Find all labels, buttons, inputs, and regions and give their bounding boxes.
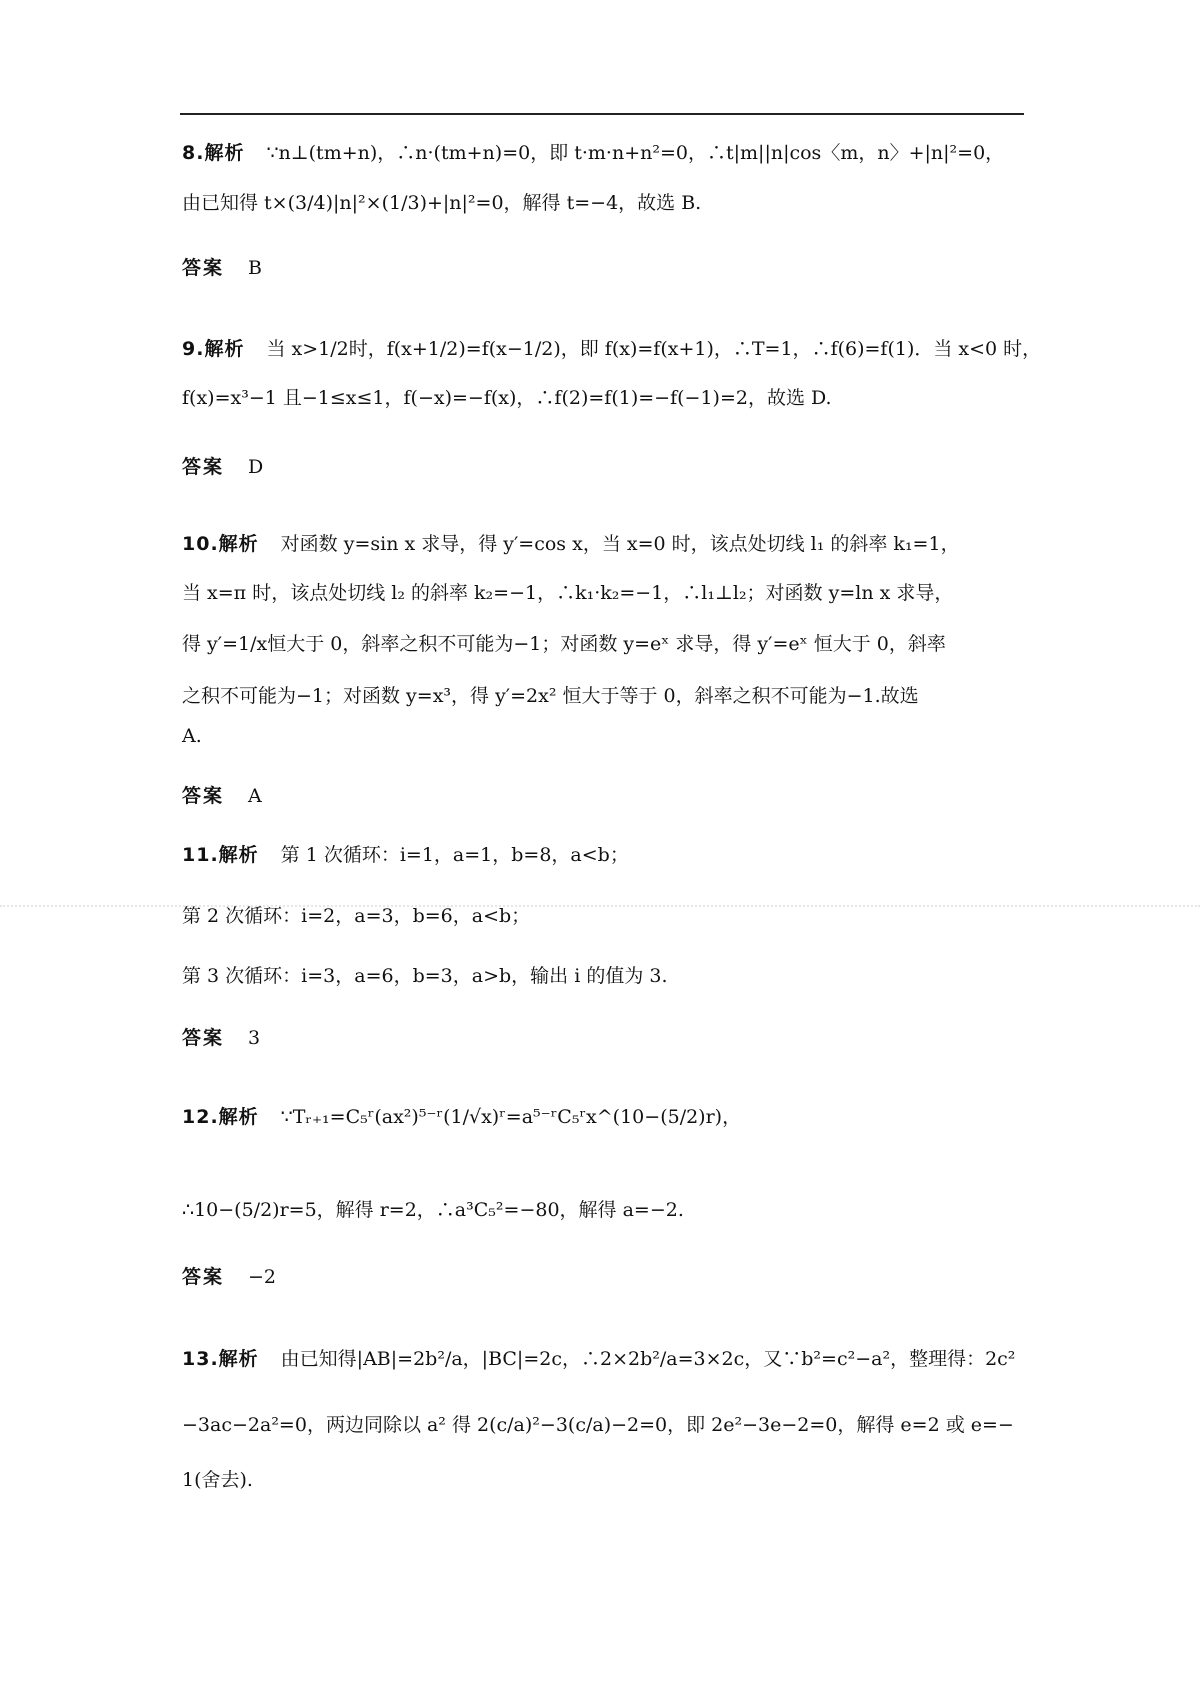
p8-line-2: [182, 190, 701, 216]
p10-text-4: 之积不可能为−1；对函数 y=x³，得 y′=2x² 恒大于等于 0，斜率之积不可能为−1.故选: [182, 685, 919, 707]
p8-text-2: 由已知得 t×(3/4)|n|²×(1/3)+|n|²=0，解得 t=−4，故选 B.: [182, 192, 702, 214]
p13-text-3: 1(舍去).: [182, 1469, 253, 1491]
p9-line-2: [182, 385, 832, 411]
p8-answer-value: B: [248, 257, 262, 279]
p10-line-5: [182, 723, 202, 749]
p11-answer-value: 3: [248, 1027, 261, 1049]
p10-answer-label: 答案: [182, 785, 225, 807]
p10-line-1: [182, 531, 960, 557]
p8-label: 8.解析: [182, 142, 245, 164]
p10-answer: [182, 783, 262, 809]
p10-text-2: 当 x=π 时，该点处切线 l₂ 的斜率 k₂=−1，∴k₁·k₂=−1，∴l₁⊥l₂；对函数 y=ln x 求导，: [182, 582, 954, 604]
p8-text-1: ∵n⊥(tm+n)，∴n·(tm+n)=0，即 t·m·n+n²=0，∴t|m||n|cos〈m，n〉+|n|²=0，: [266, 142, 1005, 164]
p13-line-1: [182, 1346, 1015, 1372]
p12-text-1: ∵Tᵣ₊₁=C₅ʳ(ax²)⁵⁻ʳ(1/√x)ʳ=a⁵⁻ʳC₅ʳx^(10−(5/2)r)，: [280, 1106, 742, 1128]
p11-answer-label: 答案: [182, 1027, 225, 1049]
p9-answer: [182, 454, 263, 480]
p13-text-2: −3ac−2a²=0，两边同除以 a² 得 2(c/a)²−3(c/a)−2=0，即 2e²−3e−2=0，解得 e=2 或 e=−: [182, 1414, 1014, 1436]
p12-line-1: [182, 1104, 741, 1130]
p8-answer: [182, 255, 262, 281]
p12-answer-value: −2: [248, 1266, 277, 1288]
p12-label: 12.解析: [182, 1106, 259, 1128]
p10-label: 10.解析: [182, 533, 259, 555]
p12-answer: [182, 1264, 276, 1290]
p11-line-3: [182, 963, 668, 989]
p9-text-2: f(x)=x³−1 且−1≤x≤1，f(−x)=−f(x)，∴f(2)=f(1)=−f(−1)=2，故选 D.: [182, 387, 832, 409]
p11-line-2: [182, 903, 530, 929]
p10-text-3: 得 y′=1/x恒大于 0，斜率之积不可能为−1；对函数 y=eˣ 求导，得 y′=eˣ 恒大于 0，斜率: [182, 633, 946, 655]
p9-line-1: [182, 336, 1041, 362]
p9-label: 9.解析: [182, 338, 245, 360]
p10-text-1: 对函数 y=sin x 求导，得 y′=cos x，当 x=0 时，该点处切线 l₁ 的斜率 k₁=1，: [280, 533, 960, 555]
page-divider: [0, 905, 1200, 907]
p11-label: 11.解析: [182, 844, 259, 866]
p12-text-2: ∴10−(5/2)r=5，解得 r=2，∴a³C₅²=−80，解得 a=−2.: [182, 1199, 684, 1221]
p11-line-1: [182, 842, 629, 868]
p13-line-3: [182, 1467, 253, 1493]
p8-line-1: [182, 140, 1004, 166]
p13-text-1: 由已知得|AB|=2b²/a，|BC|=2c，∴2×2b²/a=3×2c，又∵b²=c²−a²，整理得：2c²: [280, 1348, 1016, 1370]
p11-answer: [182, 1025, 260, 1051]
p9-answer-label: 答案: [182, 456, 225, 478]
p12-line-2: [182, 1197, 684, 1223]
p10-line-4: [182, 683, 919, 709]
p9-answer-value: D: [248, 456, 264, 478]
p10-text-5: A.: [182, 725, 202, 747]
p10-line-2: [182, 580, 953, 606]
p9-text-1: 当 x>1/2时，f(x+1/2)=f(x−1/2)，即 f(x)=f(x+1)，∴T=1，∴f(6)=f(1)．当 x<0 时，: [266, 338, 1042, 360]
header-rule: [180, 113, 1024, 115]
p13-line-2: [182, 1412, 1014, 1438]
p8-answer-label: 答案: [182, 257, 225, 279]
p12-answer-label: 答案: [182, 1266, 225, 1288]
p10-line-3: [182, 631, 946, 657]
p11-text-1: 第 1 次循环：i=1，a=1，b=8，a<b；: [280, 844, 629, 866]
p11-text-3: 第 3 次循环：i=3，a=6，b=3，a>b，输出 i 的值为 3.: [182, 965, 668, 987]
p10-answer-value: A: [248, 785, 262, 807]
p13-label: 13.解析: [182, 1348, 259, 1370]
p11-text-2: 第 2 次循环：i=2，a=3，b=6，a<b；: [182, 905, 531, 927]
